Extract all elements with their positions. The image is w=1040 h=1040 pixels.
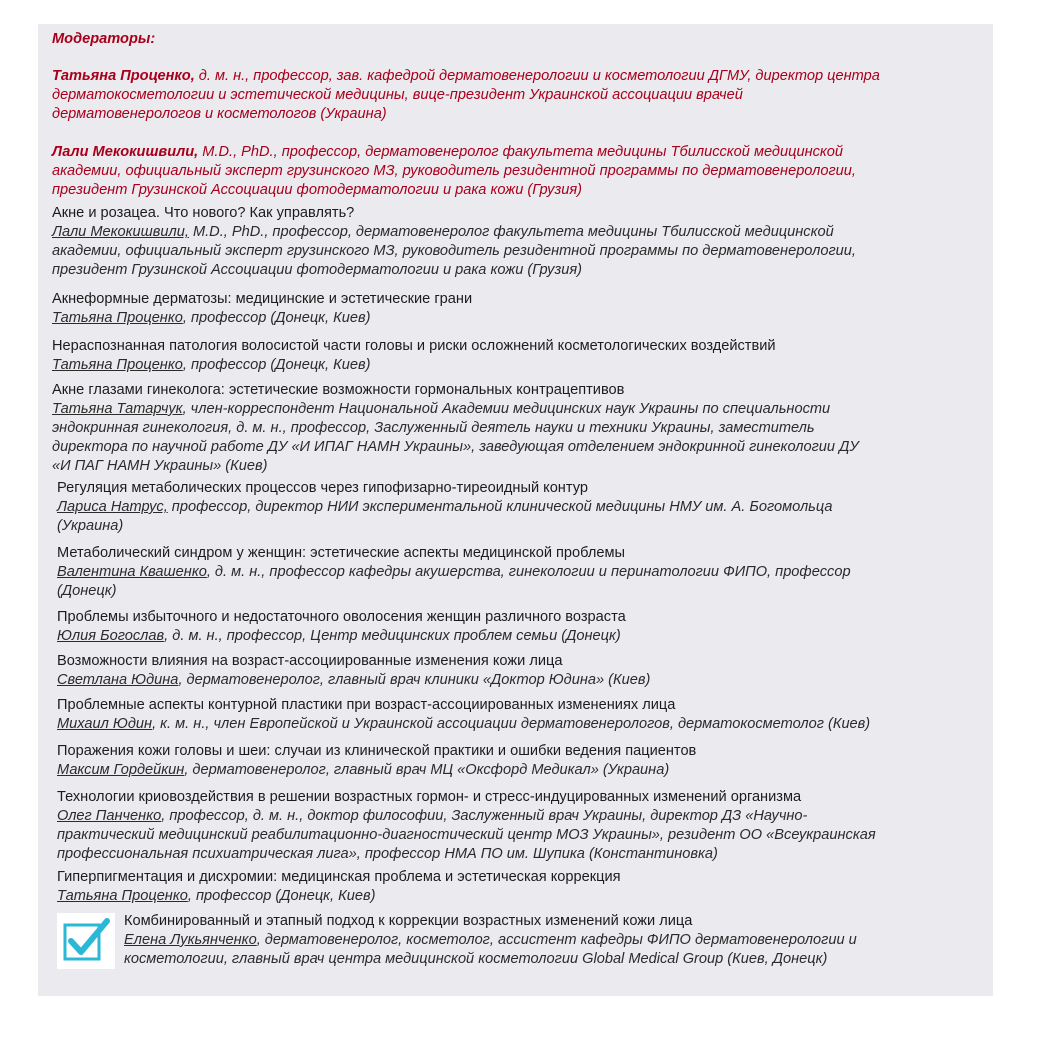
speaker-link[interactable]: Лали Мекокишвили, [52,224,189,240]
talk-speaker-line: Валентина Квашенко, д. м. н., профессор кафедры акушерства, гинекологии и перинатологии ФИПО, профессор [57,564,851,580]
moderator-name: Лали Мекокишвили, [52,144,199,160]
talk-speaker-line: «И ПАГ НАМН Украины» (Киев) [52,458,268,474]
talk-speaker-line: (Украина) [57,518,124,534]
talk-speaker-line: Татьяна Проценко, профессор (Донецк, Киев) [57,888,376,904]
speaker-link[interactable]: Лариса Натрус, [57,499,168,515]
talk-speaker-line: косметологии, главный врач центра медицинской косметологии Global Medical Group (Киев, Донецк) [124,951,828,967]
speaker-link[interactable]: Татьяна Татарчук [52,401,183,417]
moderator-1-line3: дерматовенерологов и косметологов (Украина) [52,106,387,122]
talk-title: Возможности влияния на возраст-ассоциированные изменения кожи лица [57,653,563,669]
talk-title: Комбинированный и этапный подход к коррекции возрастных изменений кожи лица [124,913,693,929]
talk-speaker-line: академии, официальный эксперт грузинского МЗ, руководитель резидентной программы по дерматовенерологии, [52,243,856,259]
moderators-heading: Модераторы: [52,31,156,47]
moderator-1-line2: дерматокосметологии и эстетической медицины, вице-президент Украинской ассоциации врачей [52,87,743,103]
talk-speaker-line: Светлана Юдина, дерматовенеролог, главный врач клиники «Доктор Юдина» (Киев) [57,672,651,688]
speaker-link[interactable]: Светлана Юдина [57,672,179,688]
talk-speaker-line: (Донецк) [57,583,117,599]
moderator-name: Татьяна Проценко, [52,68,195,84]
speaker-link[interactable]: Елена Лукьянченко [124,932,257,948]
talk-speaker-line: Татьяна Проценко, профессор (Донецк, Киев) [52,357,371,373]
talk-title: Акнеформные дерматозы: медицинские и эстетические грани [52,291,473,307]
talk-speaker-line: президент Грузинской Ассоциации фотодерматологии и рака кожи (Грузия) [52,262,583,278]
talk-speaker-line: Лали Мекокишвили, M.D., PhD., профессор, дерматовенеролог факультета медицины Тбилисской медицинской [52,224,834,240]
talk-speaker-line: Михаил Юдин, к. м. н., член Европейской и Украинской ассоциации дерматовенерологов, дерматокосметолог (Киев) [57,716,871,732]
talk-speaker-line: Татьяна Проценко, профессор (Донецк, Киев) [52,310,371,326]
talk-speaker-line: Лариса Натрус, профессор, директор НИИ экспериментальной клинической медицины НМУ им. А. Богомольца [57,499,833,515]
moderator-2-line2: академии, официальный эксперт грузинского МЗ, руководитель резидентной программы по дерматовенерологии, [52,163,856,179]
talk-title: Гиперпигментация и дисхромии: медицинская проблема и эстетическая коррекция [57,869,621,885]
talk-speaker-line: директора по научной работе ДУ «И ИПАГ НАМН Украины», заведующая отделением эндокринной гинекологии ДУ [52,439,859,455]
talk-speaker-line: Максим Гордейкин, дерматовенеролог, главный врач МЦ «Оксфорд Медикал» (Украина) [57,762,670,778]
checkmark-icon [57,913,115,969]
talk-title: Проблемы избыточного и недостаточного оволосения женщин различного возраста [57,609,626,625]
moderator-2-line1: Лали Мекокишвили, M.D., PhD., профессор, дерматовенеролог факультета медицины Тбилисской медицинской [52,144,844,160]
talk-title: Акне и розацеа. Что нового? Как управлять? [52,205,355,221]
talk-speaker-line: Татьяна Татарчук, член-корреспондент Национальной Академии медицинских наук Украины по специальности [52,401,831,417]
talk-speaker-line: Олег Панченко, профессор, д. м. н., доктор философии, Заслуженный врач Украины, директор ДЗ «Научно- [57,808,808,824]
talk-title: Технологии криовоздействия в решении возрастных гормон- и стресс-индуцированных изменений организма [57,789,802,805]
talk-speaker-line: Юлия Богослав, д. м. н., профессор, Центр медицинских проблем семьи (Донецк) [57,628,621,644]
speaker-link[interactable]: Валентина Квашенко [57,564,207,580]
talk-speaker-line: практический медицинский реабилитационно-диагностический центр МОЗ Украины», резидент ОО «Всеукраинская [57,827,876,843]
talk-speaker-line: Елена Лукьянченко, дерматовенеролог, косметолог, ассистент кафедры ФИПО дерматовенерологии и [124,932,857,948]
talk-title: Проблемные аспекты контурной пластики при возраст-ассоциированных изменениях лица [57,697,676,713]
moderator-1-line1: Татьяна Проценко, д. м. н., профессор, зав. кафедрой дерматовенерологии и косметологии ДГМУ, директор центра [52,68,880,84]
moderator-2-line3: президент Грузинской Ассоциации фотодерматологии и рака кожи (Грузия) [52,182,583,198]
talk-speaker-line: эндокринная гинекология, д. м. н., профессор, Заслуженный деятель науки и техники Украины, заместитель [52,420,815,436]
speaker-link[interactable]: Олег Панченко [57,808,162,824]
talk-title: Акне глазами гинеколога: эстетические возможности гормональных контрацептивов [52,382,625,398]
speaker-link[interactable]: Максим Гордейкин [57,762,185,778]
talk-speaker-line: профессиональная психиатрическая лига», профессор НМА ПО им. Шупика (Константиновка) [57,846,718,862]
speaker-link[interactable]: Татьяна Проценко [57,888,188,904]
speaker-link[interactable]: Михаил Юдин [57,716,153,732]
speaker-link[interactable]: Татьяна Проценко [52,310,183,326]
talk-title: Нераспознанная патология волосистой части головы и риски осложнений косметологических воздействий [52,338,776,354]
talk-title: Метаболический синдром у женщин: эстетические аспекты медицинской проблемы [57,545,626,561]
talk-title: Поражения кожи головы и шеи: случаи из клинической практики и ошибки ведения пациентов [57,743,697,759]
speaker-link[interactable]: Татьяна Проценко [52,357,183,373]
talk-title: Регуляция метаболических процессов через гипофизарно-тиреоидный контур [57,480,588,496]
speaker-link[interactable]: Юлия Богослав [57,628,165,644]
